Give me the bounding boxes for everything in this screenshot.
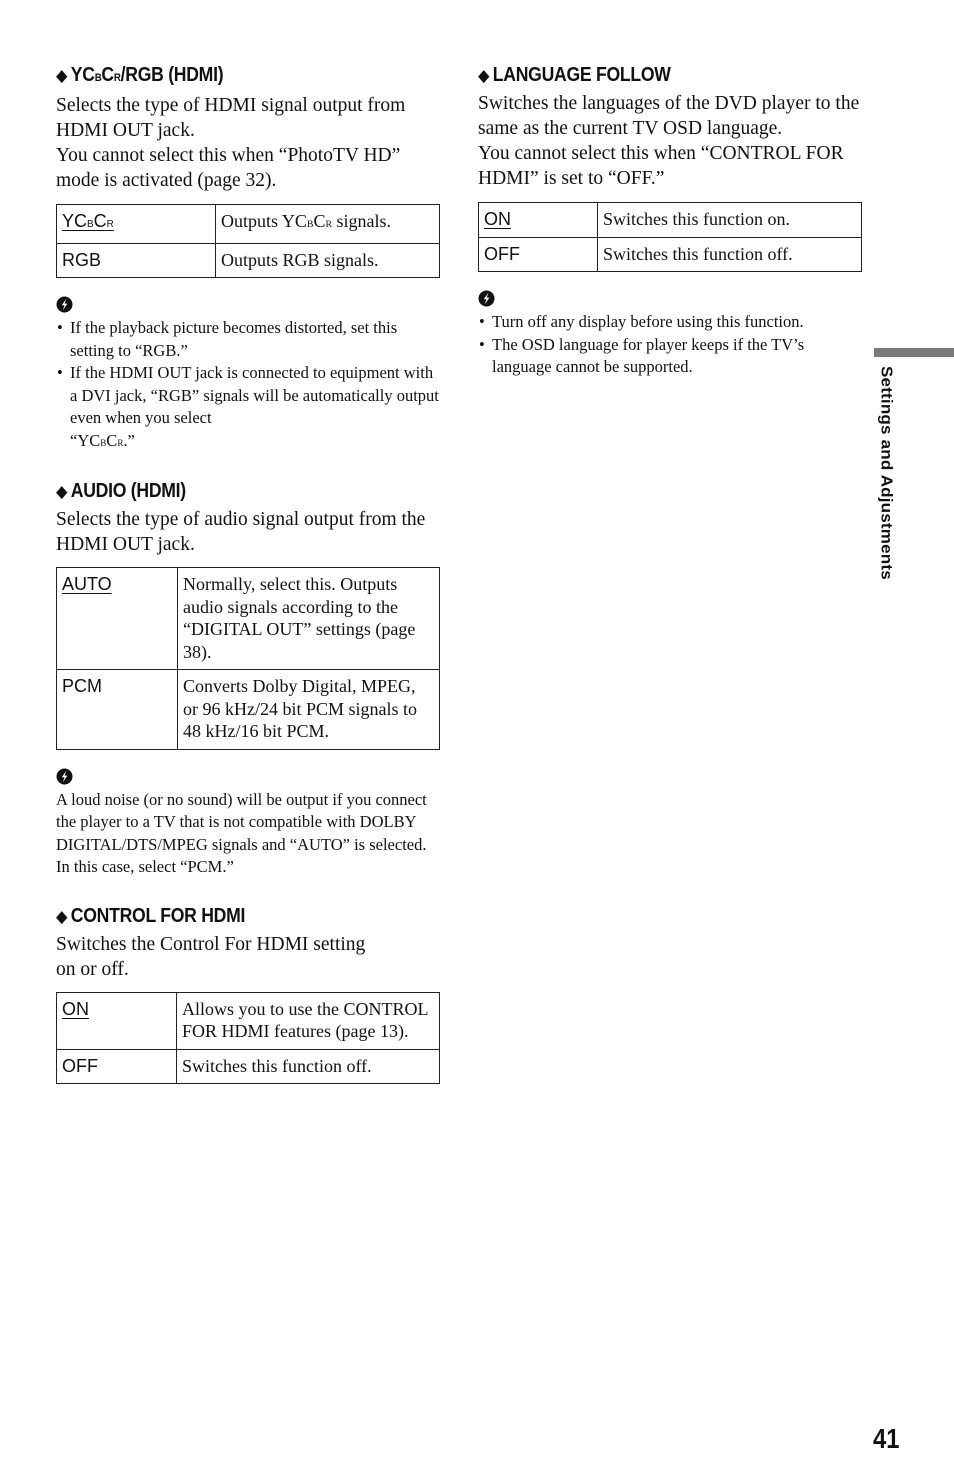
hint-icon <box>478 290 495 307</box>
option-value: Outputs YCBCR signals. <box>216 205 440 244</box>
section-audio-hdmi <box>56 478 440 879</box>
side-tab-bar <box>874 348 954 357</box>
option-key: ON <box>479 203 598 238</box>
option-key: RGB <box>57 243 216 278</box>
list-item: • The OSD language for player keeps if the TV’s language cannot be supported. <box>478 334 862 379</box>
option-key: ON <box>57 992 177 1049</box>
right-column <box>478 62 862 379</box>
table-row <box>57 1049 440 1084</box>
option-key: YCBCR <box>57 205 216 244</box>
option-key: AUTO <box>57 568 178 670</box>
table-row <box>479 237 862 272</box>
left-column <box>56 62 440 1084</box>
diamond-bullet-icon: ◆ <box>478 66 490 85</box>
option-key: OFF <box>57 1049 177 1084</box>
table-row <box>57 205 440 244</box>
table-row <box>57 670 440 750</box>
ycbcr-notes <box>56 317 440 454</box>
section-title-language-follow: ◆ LANGUAGE FOLLOW <box>478 64 671 86</box>
ycbcr-restriction: You cannot select this when “PhotoTV HD” mode is activated (page 32). <box>56 145 401 191</box>
audio-note: A loud noise (or no sound) will be output if you connect the player to a TV that is not compatible with DOLBY DIGITAL/DTS/MPEG signals and “AUTO” is selected. In this case, select “PCM.” <box>56 789 427 876</box>
option-value: Outputs RGB signals. <box>216 243 440 278</box>
list-item: • If the playback picture becomes distorted, set this setting to “RGB.” <box>56 317 440 362</box>
language-restriction: You cannot select this when “CONTROL FOR HDMI” is set to “OFF.” <box>478 143 844 189</box>
audio-options-table <box>56 567 440 750</box>
option-value: Switches this function off. <box>598 237 862 272</box>
section-title-ycbcr-rgb: ◆ YCBCR/RGB (HDMI) <box>56 64 224 86</box>
option-value: Switches this function on. <box>598 203 862 238</box>
section-title-control-for-hdmi: ◆ CONTROL FOR HDMI <box>56 904 246 927</box>
ycbcr-description: Selects the type of HDMI signal output from HDMI OUT jack. <box>56 95 406 141</box>
section-language-follow <box>478 62 862 379</box>
section-ycbcr-rgb <box>56 62 440 454</box>
section-title-audio-hdmi: ◆ AUDIO (HDMI) <box>56 480 186 502</box>
option-value: Switches this function off. <box>177 1049 440 1084</box>
section-control-for-hdmi <box>56 903 440 1085</box>
hint-icon <box>56 768 73 785</box>
language-description: Switches the languages of the DVD player to the same as the current TV OSD language. <box>478 93 860 139</box>
table-row <box>57 243 440 278</box>
language-notes <box>478 311 862 379</box>
option-value: Converts Dolby Digital, MPEG, or 96 kHz/24 bit PCM signals to 48 kHz/16 bit PCM. <box>178 670 440 750</box>
audio-description: Selects the type of audio signal output from the HDMI OUT jack. <box>56 509 426 555</box>
list-item: • If the HDMI OUT jack is connected to equipment with a DVI jack, “RGB” signals will be automatically output even when you select “YCBCR.” <box>56 362 440 454</box>
table-row <box>57 992 440 1049</box>
hint-icon <box>56 296 73 313</box>
diamond-bullet-icon: ◆ <box>56 906 68 926</box>
page-number: 41 <box>873 1423 900 1454</box>
side-tab-label: Settings and Adjustments <box>877 366 895 580</box>
language-options-table <box>478 202 862 272</box>
option-value: Normally, select this. Outputs audio signals according to the “DIGITAL OUT” settings (page 38). <box>178 568 440 670</box>
option-value: Allows you to use the CONTROL FOR HDMI features (page 13). <box>177 992 440 1049</box>
list-item: • Turn off any display before using this function. <box>478 311 862 334</box>
control-description: Switches the Control For HDMI setting on or off. <box>56 933 366 980</box>
table-row <box>57 568 440 670</box>
ycbcr-options-table <box>56 204 440 278</box>
diamond-bullet-icon: ◆ <box>56 482 68 501</box>
option-key: OFF <box>479 237 598 272</box>
diamond-bullet-icon: ◆ <box>56 66 68 85</box>
control-options-table <box>56 992 440 1085</box>
table-row <box>479 203 862 238</box>
option-key: PCM <box>57 670 178 750</box>
